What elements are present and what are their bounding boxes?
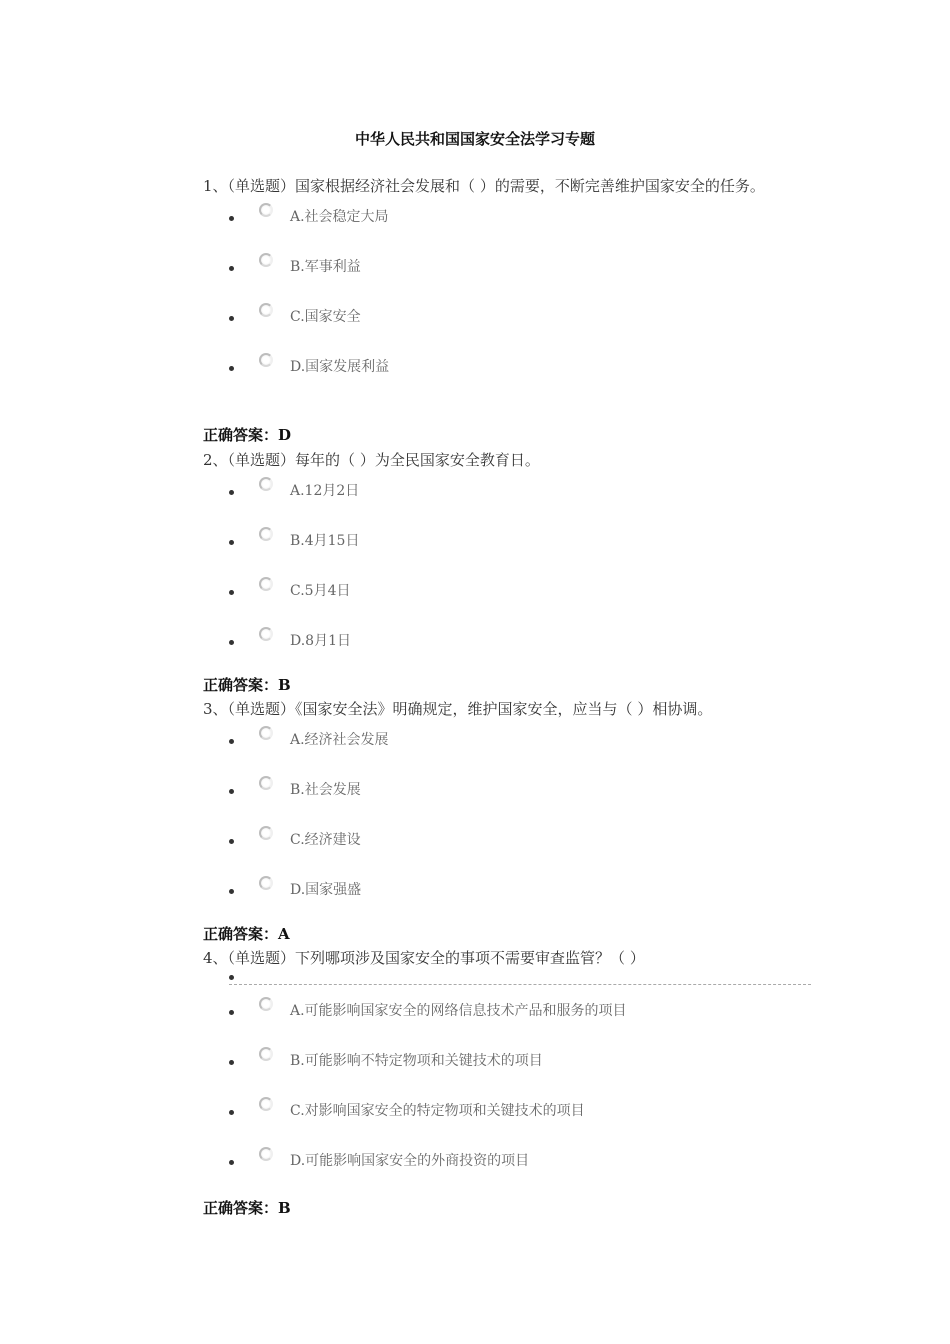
correct-answer [203, 674, 291, 695]
option-item[interactable] [203, 725, 813, 775]
bullet-icon [229, 266, 234, 271]
correct-answer [203, 923, 290, 944]
option-item[interactable] [203, 1096, 813, 1146]
radio-button-icon[interactable] [259, 577, 273, 591]
radio-button-icon[interactable] [259, 203, 273, 217]
correct-answer [203, 1197, 291, 1218]
option-label: A.社会稳定大局 [290, 209, 389, 225]
question-4 [203, 946, 813, 1217]
bullet-icon [229, 1110, 234, 1115]
option-item[interactable] [203, 302, 813, 352]
answer-label: 正确答案： [203, 1199, 279, 1217]
bullet-icon [229, 640, 234, 645]
bullet-icon [229, 366, 234, 371]
radio-button-icon[interactable] [259, 726, 273, 740]
option-item[interactable] [203, 875, 813, 925]
bullet-icon [229, 789, 234, 794]
option-item[interactable] [203, 1046, 813, 1096]
radio-button-icon[interactable] [259, 776, 273, 790]
radio-button-icon[interactable] [259, 303, 273, 317]
option-item[interactable] [203, 996, 813, 1046]
option-label: D.可能影响国家安全的外商投资的项目 [290, 1153, 530, 1169]
bullet-icon [229, 316, 234, 321]
answer-value: B [278, 676, 291, 694]
question-text: 2、（单选题）每年的（ ）为全民国家安全教育日。 [203, 451, 540, 469]
option-item[interactable] [203, 526, 813, 576]
option-list [203, 202, 813, 402]
option-item[interactable] [203, 825, 813, 875]
answer-label: 正确答案： [203, 426, 279, 444]
radio-button-icon[interactable] [259, 627, 273, 641]
option-label: C.国家安全 [290, 309, 361, 325]
bullet-icon [229, 216, 234, 221]
separator-item [203, 972, 813, 996]
option-label: B.军事利益 [290, 259, 361, 275]
answer-label: 正确答案： [203, 925, 279, 943]
option-item[interactable] [203, 576, 813, 626]
question-text: 4、（单选题）下列哪项涉及国家安全的事项不需要审查监管？（ ） [203, 949, 645, 967]
option-item[interactable] [203, 1146, 813, 1196]
question-2 [203, 448, 813, 694]
bullet-icon [229, 590, 234, 595]
radio-button-icon[interactable] [259, 876, 273, 890]
question-1 [203, 174, 813, 444]
option-item[interactable] [203, 352, 813, 402]
answer-value: B [278, 1199, 291, 1217]
option-label: A.经济社会发展 [290, 732, 389, 748]
bullet-icon [229, 839, 234, 844]
dashed-divider [229, 984, 811, 985]
option-label: B.4月15日 [290, 533, 360, 549]
bullet-icon [229, 1160, 234, 1165]
answer-value: A [278, 925, 290, 943]
bullet-icon [229, 975, 234, 980]
option-item[interactable] [203, 202, 813, 252]
option-item[interactable] [203, 252, 813, 302]
radio-button-icon[interactable] [259, 253, 273, 267]
option-list [203, 972, 813, 1196]
bullet-icon [229, 889, 234, 894]
radio-button-icon[interactable] [259, 477, 273, 491]
option-label: D.8月1日 [290, 633, 351, 649]
option-label: D.国家发展利益 [290, 359, 390, 375]
question-text: 3、（单选题）《国家安全法》明确规定，维护国家安全，应当与（ ）相协调。 [203, 700, 713, 718]
option-label: C.5月4日 [290, 583, 351, 599]
page-title: 中华人民共和国国家安全法学习专题 [354, 130, 595, 148]
bullet-icon [229, 1060, 234, 1065]
option-label: B.社会发展 [290, 782, 361, 798]
radio-button-icon[interactable] [259, 997, 273, 1011]
question-3 [203, 697, 813, 943]
radio-button-icon[interactable] [259, 826, 273, 840]
bullet-icon [229, 1010, 234, 1015]
question-text: 1、（单选题）国家根据经济社会发展和（ ）的需要，不断完善维护国家安全的任务。 [203, 177, 765, 195]
answer-value: D [278, 426, 292, 444]
correct-answer [203, 424, 291, 445]
bullet-icon [229, 540, 234, 545]
radio-button-icon[interactable] [259, 527, 273, 541]
option-label: A.可能影响国家安全的网络信息技术产品和服务的项目 [290, 1003, 627, 1019]
radio-button-icon[interactable] [259, 353, 273, 367]
bullet-icon [229, 739, 234, 744]
option-label: A.12月2日 [290, 483, 360, 499]
option-list [203, 725, 813, 925]
option-item[interactable] [203, 775, 813, 825]
answer-label: 正确答案： [203, 676, 279, 694]
option-label: C.经济建设 [290, 832, 361, 848]
option-list [203, 476, 813, 676]
option-label: D.国家强盛 [290, 882, 362, 898]
option-label: B.可能影响不特定物项和关键技术的项目 [290, 1053, 543, 1069]
option-item[interactable] [203, 626, 813, 676]
radio-button-icon[interactable] [259, 1147, 273, 1161]
bullet-icon [229, 490, 234, 495]
radio-button-icon[interactable] [259, 1047, 273, 1061]
option-label: C.对影响国家安全的特定物项和关键技术的项目 [290, 1103, 585, 1119]
option-item[interactable] [203, 476, 813, 526]
radio-button-icon[interactable] [259, 1097, 273, 1111]
